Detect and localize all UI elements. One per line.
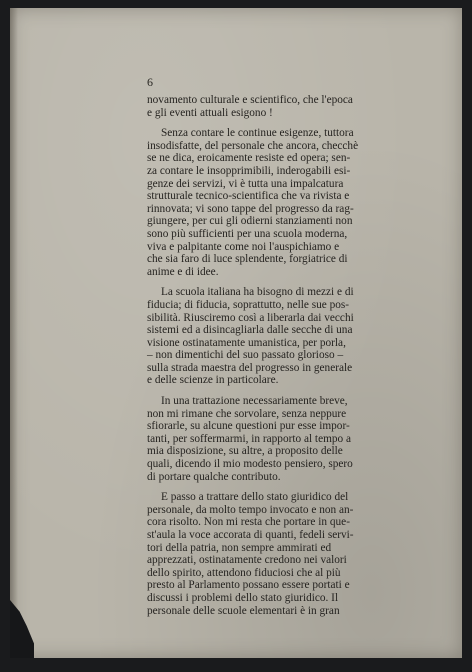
text-line: E passo a trattare dello stato giuridico del xyxy=(161,491,349,504)
text-line: cora risolto. Non mi resta che portare in que- xyxy=(147,516,350,529)
paragraph xyxy=(147,94,376,119)
body-text xyxy=(147,94,376,617)
text-line: apprezzati, ostinatamente credono nei valori xyxy=(147,554,347,567)
paragraph xyxy=(147,395,376,483)
paragraph-gap xyxy=(147,483,376,491)
page-binding-shadow xyxy=(10,8,18,658)
paragraph xyxy=(147,286,376,387)
text-line: di portare qualche contributo. xyxy=(147,470,281,483)
text-line: fiducia; di fiducia, soprattutto, nelle sue pos- xyxy=(147,298,350,311)
text-line: anime e di idee. xyxy=(147,265,219,278)
text-line: visione ostinatamente umanistica, per porla, xyxy=(147,336,346,349)
text-line: sulla strada maestra del progresso in generale xyxy=(147,361,353,374)
text-line: sono più sufficienti per una scuola moderna, xyxy=(147,227,348,240)
text-line: giungere, per cui gli odierni stanziamenti non xyxy=(147,215,353,228)
page-number: 6 xyxy=(147,75,153,89)
text-line: non mi rimane che sorvolare, senza neppure xyxy=(147,407,347,420)
text-line: e gli eventi attuali esigono ! xyxy=(147,106,273,119)
text-line: – non dimentichi del suo passato glorioso – xyxy=(147,349,344,362)
text-line: personale delle scuole elementari è in gran xyxy=(147,604,340,617)
text-line: Senza contare le continue esigenze, tuttora xyxy=(161,127,354,140)
text-line: se ne dica, eroicamente resiste ed opera; sen- xyxy=(147,152,351,165)
text-line: za contare le insopprimibili, inderogabili esi- xyxy=(147,164,351,177)
text-line: insodisfatte, del personale che ancora, checchè xyxy=(147,139,359,152)
text-line: strutturale tecnico-scientifica che va rivista e xyxy=(147,190,350,203)
paragraph xyxy=(147,491,376,617)
text-line: st'aula la voce accorata di quanti, fedeli servi- xyxy=(147,529,354,541)
text-line: e delle scienze in particolare. xyxy=(147,374,279,387)
text-line: tanti, per soffermarmi, in rapporto al tempo a xyxy=(147,432,352,445)
text-line: tori della patria, non sempre ammirati ed xyxy=(147,541,332,554)
text-line: quali, dicendo il mio modesto pensiero, spero xyxy=(147,458,353,471)
text-line: sistemi ed a disincagliarla dalle secche di una xyxy=(147,324,353,337)
paragraph xyxy=(147,127,376,278)
text-line: rinnovata; vi sono tappe del progresso da rag- xyxy=(147,202,354,215)
text-line: In una trattazione necessariamente breve, xyxy=(161,395,348,408)
text-line: viva e palpitante come noi l'auspichiamo e xyxy=(147,240,340,253)
text-line: discussi i problemi dello stato giuridico. Il xyxy=(147,591,339,604)
text-line: dello spirito, attendono fiduciosi che al più xyxy=(147,566,341,579)
text-line: La scuola italiana ha bisogno di mezzi e di xyxy=(161,286,354,299)
text-line: sfiorarle, su alcune questioni pur esse impor- xyxy=(147,420,350,433)
text-line: personale, da molto tempo invocato e non an- xyxy=(147,503,354,516)
paragraph-gap xyxy=(147,119,376,127)
text-line: novamento culturale e scientifico, che l'epoca xyxy=(147,94,353,106)
text-line: sibilità. Riusciremo così a liberarla dai vecchi xyxy=(147,311,354,324)
paragraph-gap xyxy=(147,387,376,395)
paragraph-gap xyxy=(147,278,376,286)
text-line: che sia faro di luce splendente, forgiatrice di xyxy=(147,253,348,266)
text-line: mia disposizione, su altre, a proposito delle xyxy=(147,445,343,458)
text-line: presto al Parlamento possano essere portati e xyxy=(147,579,350,592)
text-line: genze dei servizi, vi è tutta una impalcatura xyxy=(147,177,344,190)
